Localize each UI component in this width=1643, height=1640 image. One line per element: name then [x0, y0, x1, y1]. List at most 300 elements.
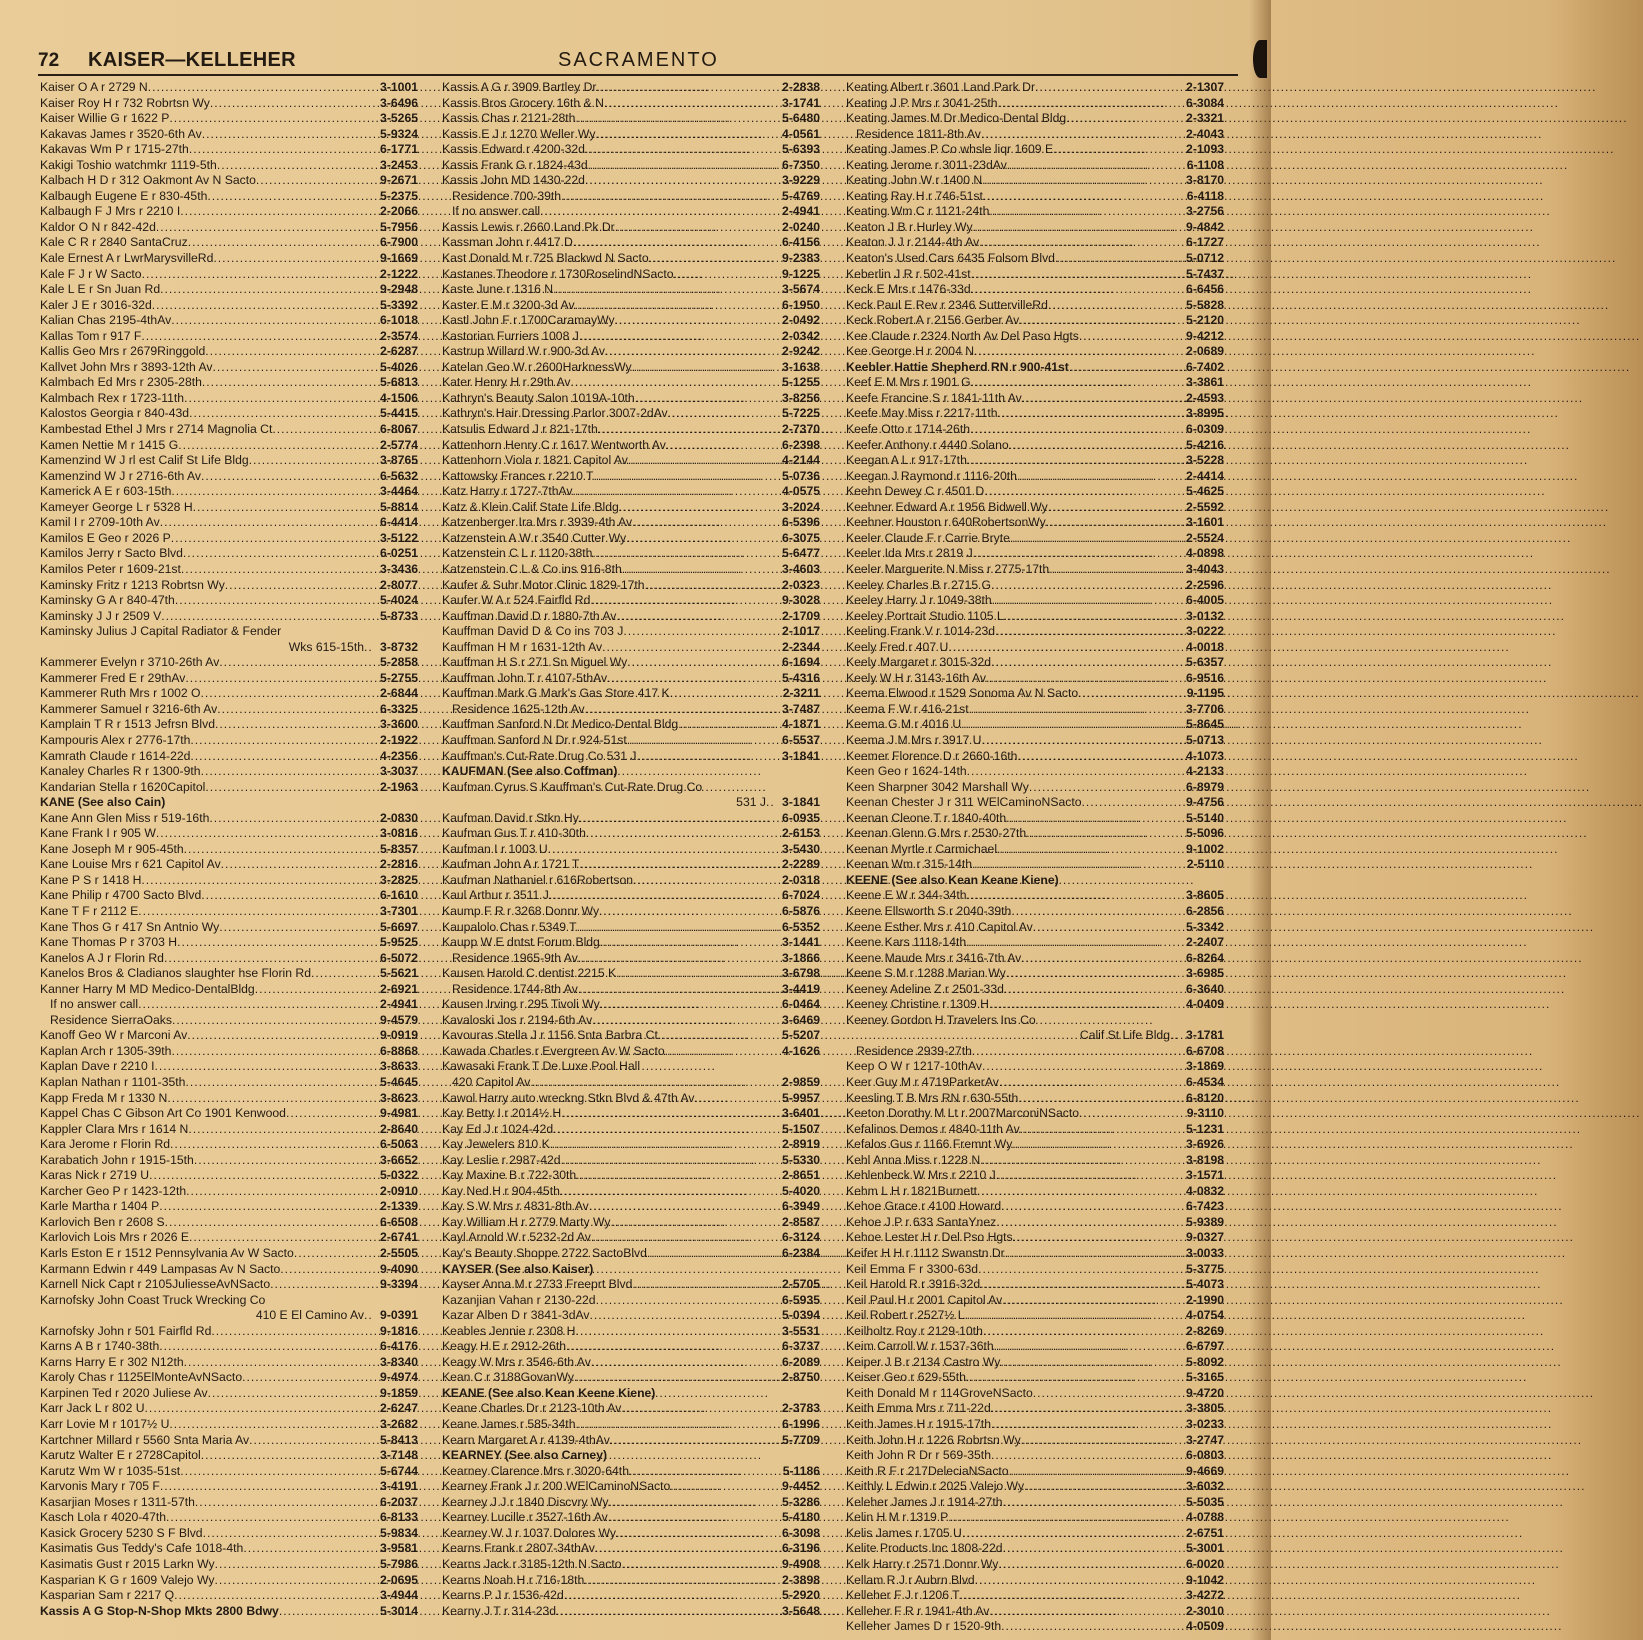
listing-name: Kamen Nettie M r 1415 G — [40, 437, 179, 452]
listing-row — [442, 438, 820, 454]
listing-row — [846, 578, 1224, 594]
listing-name: Kater Henry H r 29th Av — [442, 375, 571, 390]
listing-row — [40, 671, 418, 687]
listing-name: Kaupp W E dntst Forum Bldg — [442, 935, 600, 950]
listing-row — [442, 795, 820, 811]
listing-phone: 3-2682 — [380, 1417, 418, 1432]
listing-row — [40, 1168, 418, 1184]
listing-name: Kehoe Lester H r Del Pso Hgts — [846, 1230, 1013, 1245]
listing-name: Kaufman Nathaniel r 616Robertson — [442, 872, 634, 887]
listing-row — [40, 593, 418, 609]
leader-dots — [960, 1588, 1176, 1604]
section-heading — [442, 1262, 820, 1278]
listing-phone: 3-2024 — [782, 499, 820, 514]
listing-phone: 5-7437 — [1186, 266, 1224, 281]
listing-name: Kawasaki Frank T De Luxe Pool Hall — [442, 1059, 641, 1074]
leader-dots — [966, 1370, 1176, 1386]
leader-dots — [576, 1168, 772, 1184]
listing-phone: 6-5935 — [782, 1292, 820, 1307]
leader-dots — [971, 282, 1176, 298]
listing-row — [846, 96, 1224, 112]
listing-phone: 2-3783 — [782, 1401, 820, 1416]
listing-phone: 5-6477 — [782, 546, 820, 561]
listing-phone: 3-8198 — [1186, 1152, 1224, 1167]
listing-row — [40, 1059, 418, 1075]
listing-name: Kathryn's Beauty Salon 1019A-10th — [442, 390, 635, 405]
listing-name: Karmann Edwin r 449 Lampasas Av N Sacto — [40, 1261, 281, 1276]
listing-row — [442, 1464, 820, 1480]
listing-name: Kaump F R r 3268 Donnr Wy — [442, 903, 600, 918]
leader-dots — [280, 1262, 370, 1278]
leader-dots — [159, 1339, 370, 1355]
listing-name: Kawol Harry auto wreckng Stkn Blvd & 47th Av — [442, 1090, 695, 1105]
leader-dots — [670, 686, 772, 702]
leader-dots — [1079, 329, 1176, 345]
leader-dots — [1082, 795, 1176, 811]
listing-name: Keil Emma F r 3300-63d — [846, 1261, 979, 1276]
listing-name: Kaplan Arch r 1305-39th — [40, 1043, 172, 1058]
leader-dots — [637, 749, 773, 765]
listing-row — [442, 842, 820, 858]
listing-row — [40, 1262, 418, 1278]
leader-dots — [166, 1510, 370, 1526]
listing-name: Kelk Harry r 2571 Donnr Wy — [846, 1556, 999, 1571]
listing-row — [442, 96, 820, 112]
listing-row — [40, 484, 418, 500]
listing-row — [40, 298, 418, 314]
leader-dots — [989, 997, 1176, 1013]
listing-row — [442, 1184, 820, 1200]
listing-row — [40, 562, 418, 578]
listing-row — [846, 1339, 1224, 1355]
listing-phone: 9-2383 — [782, 251, 820, 266]
leader-dots — [599, 904, 772, 920]
listing-name: Kay Betty I r 2014½ H — [442, 1106, 562, 1121]
listing-row — [846, 717, 1224, 733]
listing-phone: 3-6032 — [1186, 1479, 1224, 1494]
listing-phone: 6-1996 — [782, 1417, 820, 1432]
listing-phone: 3-5648 — [782, 1603, 820, 1618]
listing-name: Kaufer & Suhr Motor Clinic 1829-17th — [442, 577, 645, 592]
leader-dots — [256, 173, 370, 189]
listing-row — [442, 686, 820, 702]
listing-row — [40, 1355, 418, 1371]
listing-phone: 3-1866 — [782, 950, 820, 965]
leader-dots — [249, 1433, 370, 1449]
leader-dots — [205, 344, 370, 360]
listing-phone: 6-1610 — [380, 888, 418, 903]
leader-dots — [629, 1464, 772, 1480]
leader-dots — [1066, 111, 1176, 127]
leader-dots — [632, 360, 772, 376]
leader-dots — [190, 749, 370, 765]
listing-name: Kambestad Ethel J Mrs r 2714 Magnolia Ct — [40, 422, 273, 437]
listing-phone: 5-4216 — [1186, 437, 1224, 452]
listing-name: Kauffman Mark G Mark's Gas Store 417 K — [442, 686, 670, 701]
listing-name: Residence 1625-12th Av — [452, 701, 585, 716]
leader-dots — [632, 1277, 772, 1293]
listing-phone: 5-8357 — [380, 841, 418, 856]
listing-phone: 2-6287 — [380, 344, 418, 359]
leader-dots — [1033, 920, 1176, 936]
listing-phone: 2-5592 — [1186, 499, 1224, 514]
listing-row — [846, 1604, 1224, 1620]
leader-dots — [540, 204, 772, 220]
listing-name: Keim Carroll W r 1537-36th — [846, 1339, 994, 1354]
section-heading — [442, 1386, 820, 1402]
listing-phone: 6-5537 — [782, 732, 820, 747]
listing-name: Kast Donald M r 725 Blackwd N Sacto — [442, 251, 649, 266]
leader-dots — [156, 220, 370, 236]
listing-phone: 5-5096 — [1186, 826, 1224, 841]
leader-dots — [971, 375, 1176, 391]
leader-dots — [966, 935, 1176, 951]
listing-phone: 5-4625 — [1186, 484, 1224, 499]
leader-dots — [217, 702, 370, 718]
listing-name: Keefe May Miss r 2217-11th — [846, 406, 998, 421]
listing-row — [442, 422, 820, 438]
listing-phone: 6-0464 — [782, 997, 820, 1012]
listing-phone: 9-1002 — [1186, 841, 1224, 856]
listing-name: Residence 700-39th — [452, 188, 562, 203]
listing-name: Karr Jack L r 802 U — [40, 1401, 145, 1416]
leader-dots — [989, 1604, 1176, 1620]
listing-phone: 5-4020 — [782, 1183, 820, 1198]
leader-dots — [219, 920, 370, 936]
listing-phone: 9-4981 — [380, 1106, 418, 1121]
leader-dots — [294, 1246, 370, 1262]
listing-name: Kanelos A J r Florin Rd — [40, 950, 164, 965]
listing-row — [442, 951, 820, 967]
listing-name: Karas Nick r 2719 U — [40, 1168, 150, 1183]
listing-name: Kastl John F r 1700CaramayWy — [442, 313, 615, 328]
leader-dots — [213, 251, 370, 267]
leader-dots — [255, 982, 370, 998]
listing-name: Keep O W r 1217-10thAv — [846, 1059, 982, 1074]
listing-phone: 9-0391 — [380, 1308, 418, 1323]
listing-name: If no answer call — [452, 204, 541, 219]
listing-phone: 6-8868 — [380, 1043, 418, 1058]
leader-dots — [589, 1199, 772, 1215]
listing-name: Kehlenbeck W Mrs r 2210 J — [846, 1168, 996, 1183]
listing-name: Kattenhorn Henry C r 1617 Wentworth Av — [442, 437, 666, 452]
listing-phone: 6-6456 — [1186, 282, 1224, 297]
listing-phone: 5-4316 — [782, 670, 820, 685]
listing-row — [40, 1293, 418, 1309]
listing-phone: 5-3014 — [380, 1603, 418, 1618]
listing-name: Kanoff Geo W r Marconi Av — [40, 1028, 188, 1043]
listing-name: Karnofsky John r 501 Fairfld Rd — [40, 1323, 212, 1338]
listing-phone: 2-1709 — [782, 608, 820, 623]
listing-name: Kalmbach Ed Mrs r 2305-28th — [40, 375, 202, 390]
listing-row — [846, 609, 1224, 625]
listing-row — [442, 173, 820, 189]
leader-dots — [171, 313, 370, 329]
leader-dots — [616, 609, 772, 625]
leader-dots — [180, 1464, 370, 1480]
listing-phone: 5-1507 — [782, 1121, 820, 1136]
listing-phone: 2-4043 — [1186, 126, 1224, 141]
listing-name: Keeley Harry J r 1049-38th — [846, 593, 992, 608]
leader-dots — [598, 422, 772, 438]
listing-phone: 4-1506 — [380, 390, 418, 405]
listing-name: Keemer Florence D r 2660-16th — [846, 748, 1018, 763]
listing-row — [846, 562, 1224, 578]
listing-phone: 6-8264 — [1186, 950, 1224, 965]
listing-phone: 3-6469 — [782, 1012, 820, 1027]
listing-phone: 6-1694 — [782, 655, 820, 670]
listing-phone: 2-0240 — [782, 219, 820, 234]
listing-row — [40, 406, 418, 422]
listing-row — [442, 997, 820, 1013]
listing-phone: 3-3436 — [380, 561, 418, 576]
listing-name: Kauffman Sanford N Dr Medico-Dental Bldg — [442, 717, 679, 732]
listing-row — [846, 375, 1224, 391]
listing-name: Kapp Freda M r 1330 N — [40, 1090, 168, 1105]
leader-dots — [585, 702, 772, 718]
listing-row — [442, 982, 820, 998]
listing-row — [442, 1059, 820, 1075]
listing-row — [40, 1526, 418, 1542]
listing-name: Keeton Dorothy M Lt r 2007MarconiNSacto — [846, 1106, 1080, 1121]
leader-dots — [169, 1417, 370, 1433]
listing-row — [442, 531, 820, 547]
listing-name: Keaton J J r 2144-4th Av — [846, 235, 980, 250]
listing-name: Keith John R Dr r 569-35th — [846, 1448, 991, 1463]
leader-dots — [619, 500, 772, 516]
leader-dots — [188, 235, 370, 251]
listing-row — [846, 655, 1224, 671]
listing-row — [40, 655, 418, 671]
listing-phone: 5-0713 — [1186, 732, 1224, 747]
listing-row — [442, 111, 820, 127]
leader-dots — [225, 578, 370, 594]
leader-dots — [138, 904, 370, 920]
listing-row — [40, 220, 418, 236]
listing-name: Keaton's Used Cars 6435 Folsom Blvd — [846, 251, 1055, 266]
listing-row — [40, 997, 418, 1013]
listing-phone: 6-3084 — [1186, 95, 1224, 110]
listing-row — [442, 189, 820, 205]
leader-dots — [219, 655, 370, 671]
leader-dots — [1007, 158, 1176, 174]
listing-name: Keeley Portrait Studio 1105 L — [846, 608, 1004, 623]
leader-dots — [1078, 686, 1176, 702]
listing-row — [846, 406, 1224, 422]
listing-phone: 6-6797 — [1186, 1339, 1224, 1354]
listing-phone: 3-0033 — [1186, 1246, 1224, 1261]
listing-row — [40, 578, 418, 594]
listing-name: Kammerer Samuel r 3216-6th Av — [40, 701, 218, 716]
listing-phone: 9-4908 — [782, 1556, 820, 1571]
leader-dots — [190, 733, 370, 749]
listing-name: Calif St Life Bldg — [1079, 1028, 1170, 1043]
listing-name: Kamenzind W J rl est Calif St Life Bldg — [40, 453, 249, 468]
listing-phone: 3-6401 — [782, 1106, 820, 1121]
listing-phone: 2-3574 — [380, 328, 418, 343]
listing-row — [442, 1168, 820, 1184]
listing-phone: 2-2344 — [782, 639, 820, 654]
leader-dots — [973, 220, 1176, 236]
listing-phone: 4-0832 — [1186, 1183, 1224, 1198]
listing-row — [846, 1479, 1224, 1495]
listing-name: Kakavas James r 3520-6th Av — [40, 126, 202, 141]
listing-name: Kaufman Gus T r 410-30th — [442, 826, 586, 841]
listing-row — [846, 173, 1224, 189]
listing-phone: 5-8092 — [1186, 1354, 1224, 1369]
listing-row — [442, 1044, 820, 1060]
listing-name: Keene Kars 1118-14th — [846, 935, 967, 950]
listing-phone: 5-0712 — [1186, 251, 1224, 266]
listing-name: Kane Louise Mrs r 621 Capitol Av — [40, 857, 221, 872]
leader-dots — [1004, 982, 1176, 998]
listing-name: Karcher Geo P r 1423-12th — [40, 1183, 187, 1198]
listing-row — [442, 671, 820, 687]
listing-phone: 5-3001 — [1186, 1541, 1224, 1556]
listing-name: Keely W H r 3143-16th Av — [846, 670, 987, 685]
listing-name: Kammerer Ruth Mrs r 1002 O — [40, 686, 201, 701]
listing-row — [442, 873, 820, 889]
leader-dots — [189, 1230, 370, 1246]
leader-dots — [1001, 1619, 1176, 1635]
listing-phone: 3-8170 — [1186, 173, 1224, 188]
listing-row — [40, 1588, 418, 1604]
listing-name: Kay Ed J r 1024-42d — [442, 1121, 554, 1136]
leader-dots — [167, 1091, 370, 1107]
listing-name: Keeney Gordon H Travelers Ins Co — [846, 1012, 1036, 1027]
listing-phone: 2-1093 — [1186, 142, 1224, 157]
listing-name: Kasarjian Moses r 1311-57th — [40, 1494, 195, 1509]
listing-phone: 5-5207 — [782, 1028, 820, 1043]
listing-row — [442, 204, 820, 220]
listing-name: Kearney Frank J r 200 WElCaminoNSacto — [442, 1479, 671, 1494]
leader-dots — [205, 780, 370, 796]
listing-name: Kassis Bros Grocery 16th & N — [442, 95, 604, 110]
listing-phone: 4-2356 — [380, 748, 418, 763]
listing-name: Keenan Wm r 315-14th — [846, 857, 973, 872]
listing-name: Keema Elwood r 1529 Sonoma Av N Sacto — [846, 686, 1079, 701]
leader-dots — [622, 1557, 772, 1573]
listing-name: Kameyer George L r 5328 H — [40, 499, 193, 514]
leader-dots — [1026, 826, 1176, 842]
listing-name: Katsulis Edward J r 821-17th — [442, 422, 598, 437]
leader-dots — [164, 951, 370, 967]
listing-row — [846, 189, 1224, 205]
listing-phone: 6-2037 — [380, 1494, 418, 1509]
listing-phone: 2-6844 — [380, 686, 418, 701]
listing-row — [442, 904, 820, 920]
listing-row — [846, 593, 1224, 609]
listing-row — [442, 391, 820, 407]
listing-row — [442, 749, 820, 765]
listing-name: Kalian Chas 2195-4thAv — [40, 313, 172, 328]
listing-row — [846, 1308, 1224, 1324]
listing-row — [40, 1479, 418, 1495]
leader-dots — [1003, 1495, 1177, 1511]
listing-row — [846, 1588, 1224, 1604]
listing-name: Kale F J r W Sacto — [40, 266, 142, 281]
leader-dots — [161, 609, 370, 625]
listing-name: Kappler Clara Mrs r 1614 N — [40, 1121, 189, 1136]
listing-name: Keene Maude Mrs r 3416-7th Av — [846, 950, 1022, 965]
listing-name: Kaiser Roy H r 732 Robrtsn Wy — [40, 95, 210, 110]
listing-name: Karr Lovie M r 1017½ U — [40, 1417, 170, 1432]
leader-dots — [550, 1137, 772, 1153]
listing-row — [40, 1184, 418, 1200]
listing-name: Keeney Christine r 1309 H — [846, 997, 989, 1012]
listing-name: Kamil I r 2709-10th Av — [40, 515, 160, 530]
listing-row — [40, 531, 418, 547]
listing-row — [40, 1044, 418, 1060]
leader-dots — [998, 1557, 1176, 1573]
listing-phone: 3-6798 — [782, 966, 820, 981]
listing-name: Kaufman I r 1003 U — [442, 841, 548, 856]
listing-row — [846, 282, 1224, 298]
listing-name: Kean C r 3188GovanWy — [442, 1370, 574, 1385]
listing-phone: 2-3010 — [1186, 1603, 1224, 1618]
listing-name: Kallis Geo Mrs r 2679Ringgold — [40, 344, 206, 359]
listing-phone: 6-7402 — [1186, 359, 1224, 374]
listing-name: Keagy H E r 2912-26th — [442, 1339, 566, 1354]
leader-dots — [184, 842, 370, 858]
listing-row — [40, 920, 418, 936]
listing-phone: 3-6926 — [1186, 1137, 1224, 1152]
leader-dots — [1010, 531, 1176, 547]
listing-name: Karle Martha r 1404 P — [40, 1199, 160, 1214]
leader-dots — [589, 1308, 772, 1324]
listing-row — [40, 1386, 418, 1402]
listing-phone: 5-4024 — [380, 593, 418, 608]
listing-phone: 6-0803 — [1186, 1448, 1224, 1463]
listing-phone: 6-8979 — [1186, 779, 1224, 794]
listing-name: Keefe Otto r 1714-26th — [846, 422, 970, 437]
listing-phone: 6-5632 — [380, 468, 418, 483]
leader-dots — [573, 484, 772, 500]
listing-row — [846, 142, 1224, 158]
leader-dots — [1005, 1246, 1176, 1262]
listing-row — [846, 1370, 1224, 1386]
listing-phone: 4-0018 — [1186, 639, 1224, 654]
listing-phone: 3-6496 — [380, 95, 418, 110]
listing-name: Karutz Wm W r 1035-51st — [40, 1463, 181, 1478]
listing-name: Keil Robert r 2527½ L — [846, 1308, 965, 1323]
listing-row — [846, 1557, 1224, 1573]
listing-name: Kassman John r 4417 D — [442, 235, 573, 250]
listing-phone: 3-9229 — [782, 173, 820, 188]
directory-column-2 — [442, 80, 820, 1619]
listing-name: Kaldor O N r 842-42d — [40, 219, 156, 234]
leader-dots — [978, 1262, 1176, 1278]
listing-row — [846, 702, 1224, 718]
listing-name: Residence 1965-9th Av — [452, 950, 578, 965]
listing-row — [40, 360, 418, 376]
listing-phone: 6-5396 — [782, 515, 820, 530]
listing-row — [442, 546, 820, 562]
listing-phone: 3-6985 — [1186, 966, 1224, 981]
leader-dots — [979, 235, 1176, 251]
listing-name: Kassis Chas r 2121-28th — [442, 111, 576, 126]
leader-dots — [998, 96, 1176, 112]
leader-dots — [626, 531, 772, 547]
page-number: 72 — [38, 50, 60, 71]
leader-dots — [622, 562, 772, 578]
listing-name: Kaupalolo Chas r 5349 T — [442, 919, 577, 934]
listing-name: Kazanjian Vahan r 2130-22d — [442, 1292, 596, 1307]
listing-phone: 2-1990 — [1186, 1292, 1224, 1307]
leader-dots — [585, 142, 772, 158]
leader-dots — [584, 1573, 772, 1589]
listing-name: Keehn Dewey C r 4501 D — [846, 484, 985, 499]
